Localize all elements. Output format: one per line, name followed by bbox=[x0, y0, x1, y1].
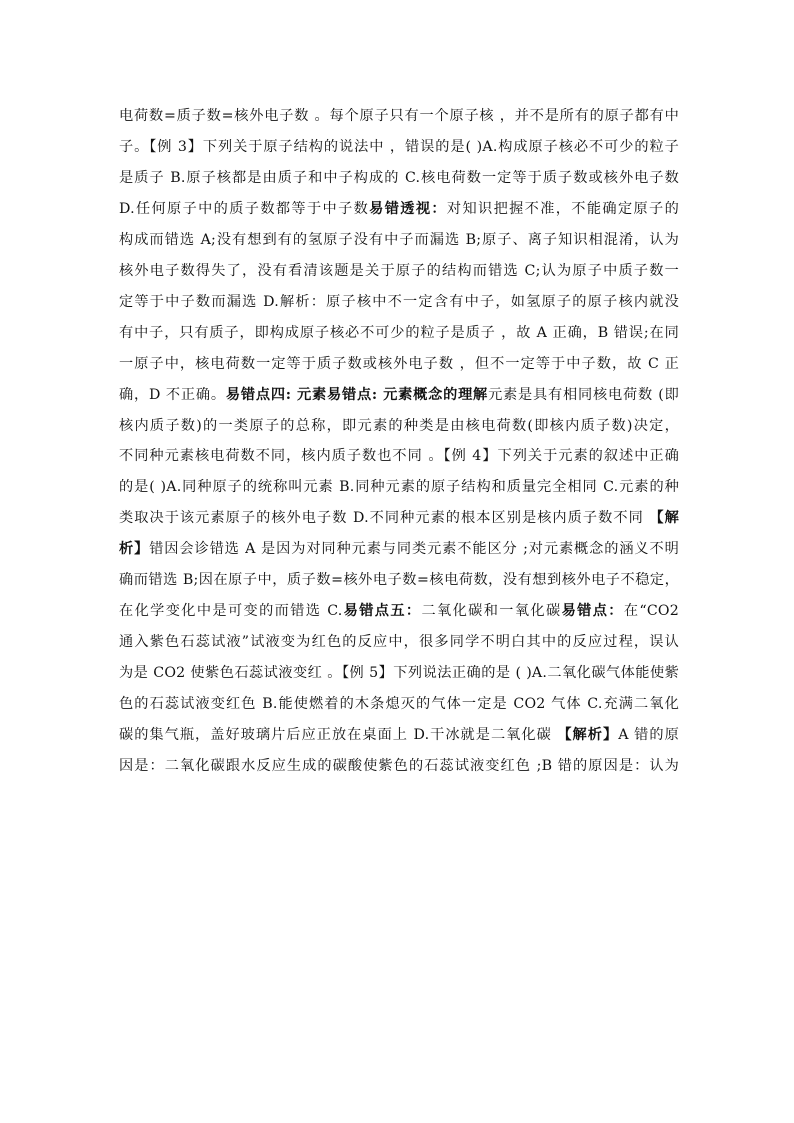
text-line bbox=[119, 445, 679, 467]
text-line bbox=[119, 693, 679, 715]
text-segment: 色的石蕊试液变红色 B.能使燃着的木条熄灭的气体一定是 CO2 气体 C.充满二氧化 bbox=[119, 696, 679, 713]
text-line bbox=[119, 322, 679, 344]
bold-text-segment: 析】 bbox=[119, 541, 150, 558]
text-line bbox=[119, 662, 679, 684]
text-line bbox=[119, 167, 679, 189]
bold-text-segment: 【解 bbox=[649, 510, 679, 527]
text-segment: 碳的集气瓶，盖好玻璃片后应正放在桌面上 D.干冰就是二氧化碳 bbox=[119, 727, 558, 743]
text-line bbox=[119, 384, 679, 406]
text-segment: 核内质子数)的一类原子的总称，即元素的种类是由核电荷数(即核内质子数)决定， bbox=[119, 417, 679, 434]
text-line bbox=[119, 260, 679, 282]
text-segment: 不同种元素核电荷数不同，核内质子数也不同 。【例 4】下列关于元素的叙述中正确 bbox=[119, 448, 679, 465]
text-segment: 错因会诊错选 A 是因为对同种元素与同类元素不能区分 ;对元素概念的涵义不明 bbox=[149, 541, 679, 558]
text-line bbox=[119, 600, 679, 622]
text-segment: 定等于中子数而漏选 D.解析：原子核中不一定含有中子，如氢原子的原子核内就没 bbox=[119, 293, 679, 310]
text-segment: 一原子中，核电荷数一定等于质子数或核外电子数 ，但不一定等于中子数，故 C 正 bbox=[119, 355, 679, 372]
text-segment: 子。【例 3】下列关于原子结构的说法中 ，错误的是( )A.构成原子核必不可少的粒子 bbox=[119, 138, 679, 155]
text-line bbox=[119, 569, 679, 591]
text-segment: 元素是具有相同核电荷数 (即 bbox=[488, 386, 679, 403]
text-segment: 确，D 不正确。 bbox=[119, 386, 226, 403]
text-line bbox=[119, 136, 679, 158]
text-line bbox=[119, 507, 679, 529]
text-line bbox=[119, 755, 679, 777]
text-line bbox=[119, 198, 679, 220]
text-line bbox=[119, 538, 679, 560]
text-segment: D.任何原子中的质子数都等于中子数 bbox=[119, 200, 370, 217]
text-line bbox=[119, 724, 679, 746]
text-segment: 电荷数=质子数=核外电子数 。每个原子只有一个原子核 ，并不是所有的原子都有中 bbox=[119, 108, 679, 124]
bold-text-segment: 易错透视： bbox=[369, 200, 447, 217]
text-line bbox=[119, 476, 679, 498]
text-segment: 构成而错选 A;没有想到有的氢原子没有中子而漏选 B;原子、离子知识相混淆，认为 bbox=[119, 231, 679, 248]
text-segment: 在化学变化中是可变的而错选 C. bbox=[119, 603, 343, 620]
text-segment: 通入紫色石蕊试液”试液变为红色的反应中，很多同学不明白其中的反应过程，误认 bbox=[119, 634, 679, 651]
bold-text-segment: 易错点四: 元素易错点: 元素概念的理解 bbox=[225, 386, 489, 403]
text-line bbox=[119, 353, 679, 375]
text-segment: 类取决于该元素原子的核外电子数 D.不同种元素的根本区别是核内质子数不同 bbox=[119, 510, 650, 527]
text-segment: A 错的原 bbox=[618, 727, 679, 743]
text-line bbox=[119, 415, 679, 437]
bold-text-segment: 易错点五： bbox=[342, 603, 422, 620]
text-line bbox=[119, 229, 679, 251]
text-segment: 对知识把握不准，不能确定原子的 bbox=[446, 200, 679, 217]
text-line bbox=[119, 105, 679, 127]
text-segment: 在“CO2 bbox=[623, 603, 679, 620]
text-segment: 的是( )A.同种原子的统称叫元素 B.同种元素的原子结构和质量完全相同 C.元素的种 bbox=[119, 479, 679, 496]
text-segment: 核外电子数得失了，没有看清该题是关于原子的结构而错选 C;认为原子中质子数一 bbox=[119, 262, 679, 279]
bold-text-segment: 【解析】 bbox=[557, 727, 619, 743]
text-line bbox=[119, 291, 679, 313]
text-segment: 为是 CO2 使紫色石蕊试液变红 。【例 5】下列说法正确的是 ( )A.二氧化碳气体能使紫 bbox=[119, 665, 679, 682]
text-segment: 二氧化碳和一氧化碳 bbox=[421, 603, 562, 620]
text-segment: 有中子，只有质子，即构成原子核必不可少的粒子是质子 ，故 A 正确，B 错误;在同 bbox=[119, 324, 679, 341]
text-segment: 因是：二氧化碳跟水反应生成的碳酸使紫色的石蕊试液变红色 ;B 错的原因是：认为 bbox=[119, 757, 679, 774]
bold-text-segment: 易错点： bbox=[561, 603, 624, 620]
text-segment: 是质子 B.原子核都是由质子和中子构成的 C.核电荷数一定等于质子数或核外电子数 bbox=[119, 169, 679, 186]
text-line bbox=[119, 631, 679, 653]
text-segment: 确而错选 B;因在原子中，质子数=核外电子数=核电荷数，没有想到核外电子不稳定， bbox=[119, 572, 679, 589]
